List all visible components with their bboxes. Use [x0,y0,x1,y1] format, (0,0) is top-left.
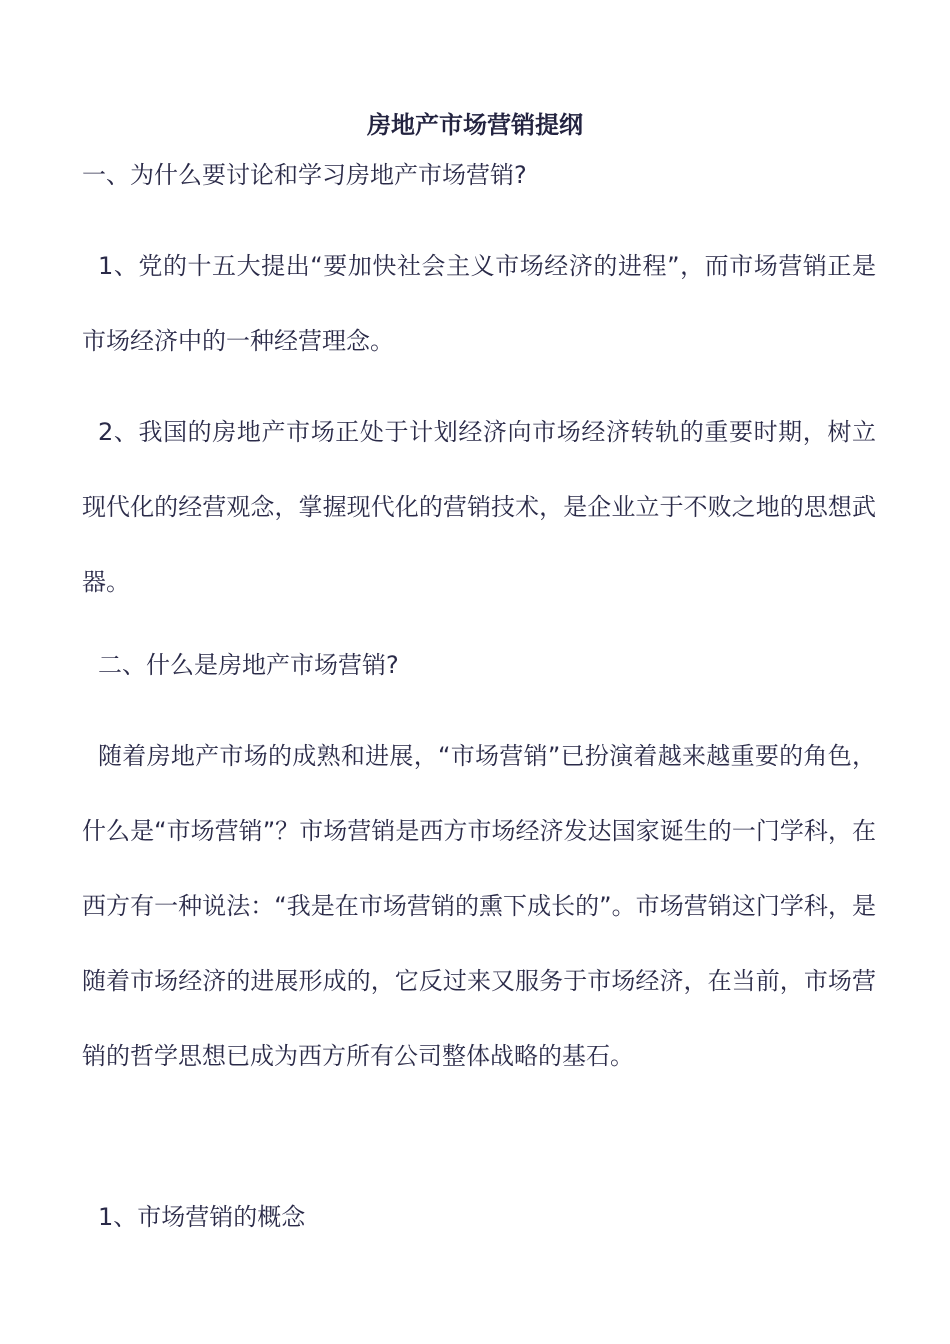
section-heading-why: 一、为什么要讨论和学习房地产市场营销? [82,161,527,189]
paragraph-transition-period: 2、我国的房地产市场正处于计划经济向市场经济转轨的重要时期，树立现代化的经营观念，掌握现代化的营销技术，是企业立于不败之地的思想武器。 [82,418,876,596]
document-title: 房地产市场营销提纲 [367,111,583,139]
paragraph-marketing-role: 随着房地产市场的成熟和进展，“市场营销”已扮演着越来越重要的角色，什么是“市场营销”？市场营销是西方市场经济发达国家诞生的一门学科，在西方有一种说法：“我是在市场营销的熏下成长的”。市场营销这门学科，是随着市场经济的进展形成的，它反过来又服务于市场经济，在当前，市场营销的哲学思想已成为西方所有公司整体战略的基石。 [82,742,876,1070]
section-heading-what: 二、什么是房地产市场营销? [98,651,399,679]
paragraph-party-congress: 1、党的十五大提出“要加快社会主义市场经济的进程”，而市场营销正是市场经济中的一种经营理念。 [82,252,876,355]
subsection-heading-concept: 1、市场营销的概念 [98,1203,306,1231]
